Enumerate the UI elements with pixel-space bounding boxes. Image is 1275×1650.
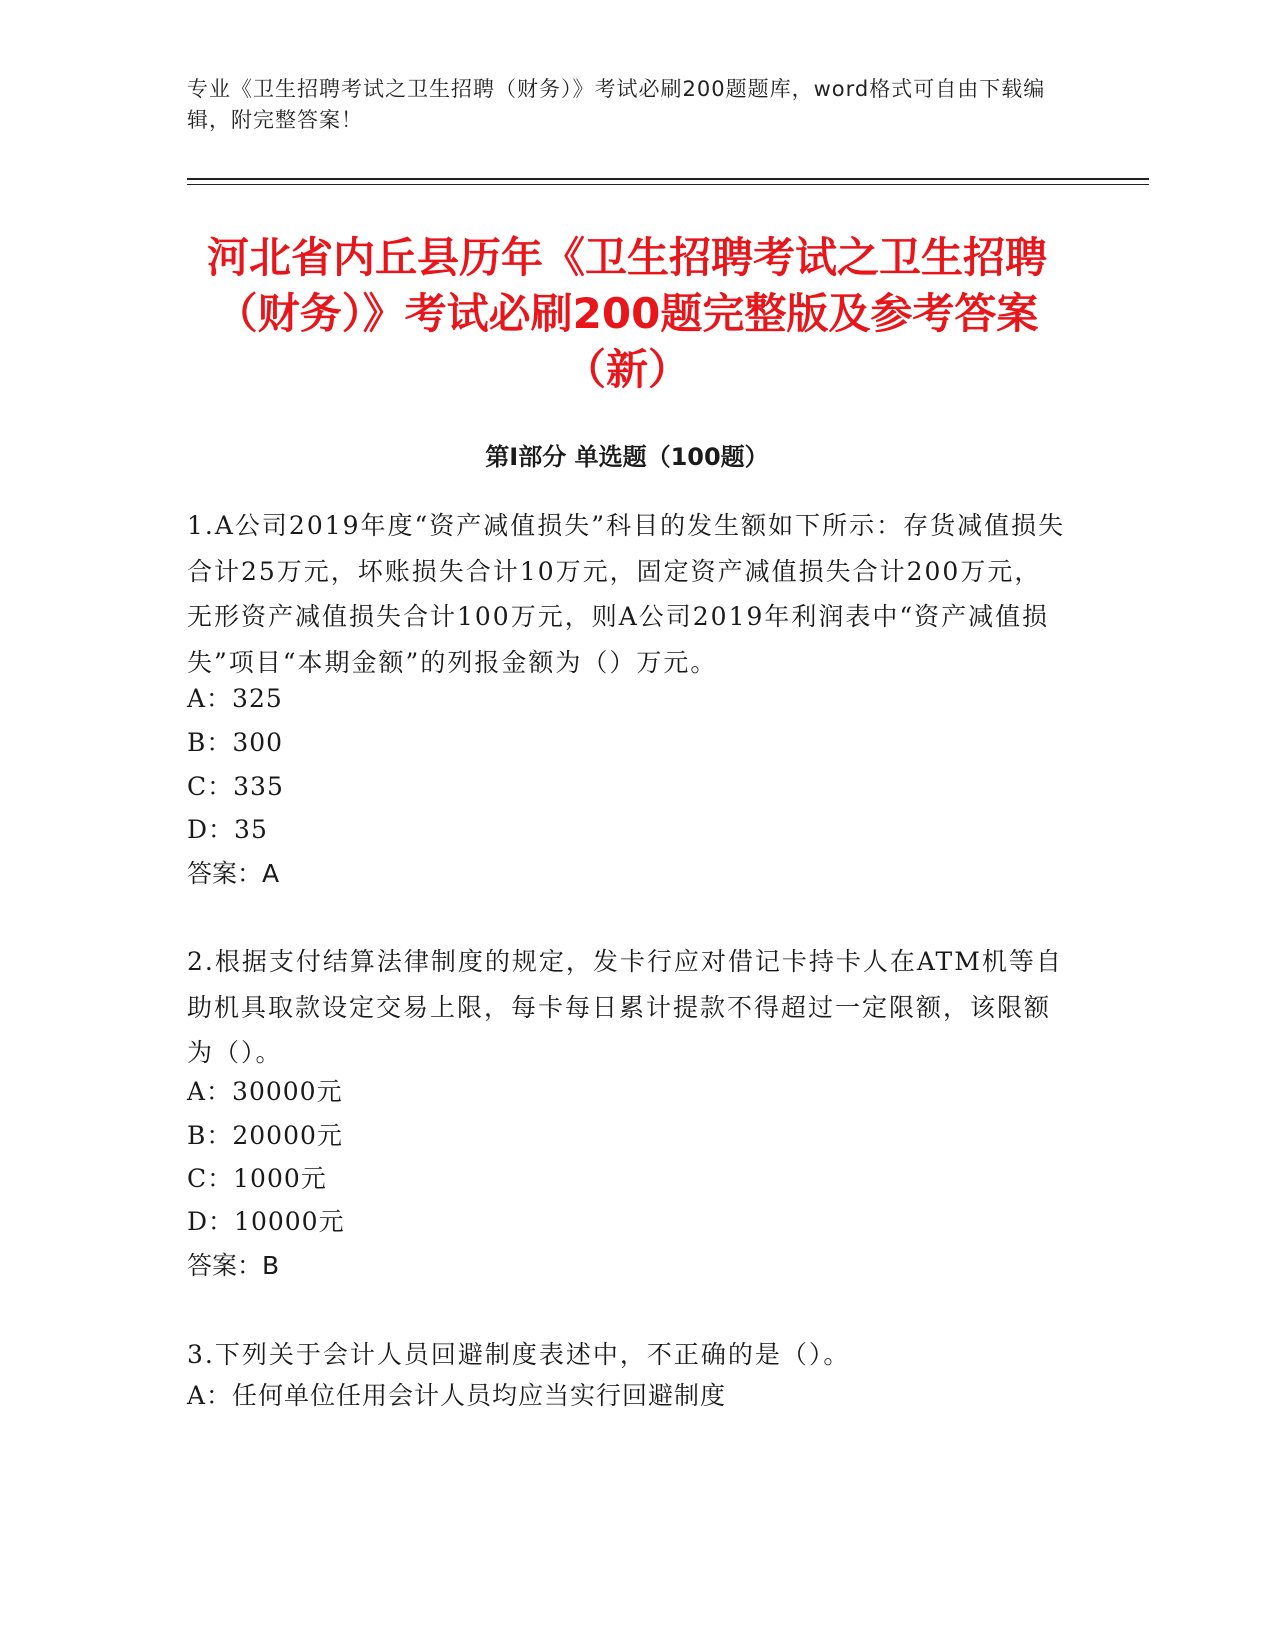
document-title: 河北省内丘县历年《卫生招聘考试之卫生招聘（财务）》考试必刷200题完整版及参考答案（新） <box>206 233 1047 394</box>
question-1-option-c: C：335 <box>187 772 284 801</box>
document-header: 专业《卫生招聘考试之卫生招聘（财务）》考试必刷200题题库，word格式可自由下载编辑，附完整答案！ <box>187 77 1046 132</box>
question-3-text: 3.下列关于会计人员回避制度表述中，不正确的是（）。 <box>187 1340 851 1369</box>
section-heading: 第Ⅰ部分 单选题（100题） <box>485 443 769 471</box>
header-rule-thin <box>187 184 1149 185</box>
question-1-answer: 答案：A <box>187 859 280 888</box>
question-2-answer: 答案：B <box>187 1251 280 1280</box>
question-1-option-a: A：325 <box>187 684 283 713</box>
question-2-text: 2.根据支付结算法律制度的规定，发卡行应对借记卡持卡人在ATM机等自助机具取款设定交易上限，每卡每日累计提款不得超过一定限额，该限额为（）。 <box>187 947 1063 1067</box>
question-3-option-a: A：任何单位任用会计人员均应当实行回避制度 <box>187 1381 727 1410</box>
question-1-option-b: B：300 <box>187 728 284 757</box>
question-1-text: 1.A公司2019年度“资产减值损失”科目的发生额如下所示：存货减值损失合计25万元，坏账损失合计10万元，固定资产减值损失合计200万元，无形资产减值损失合计100万元，则A公司2019年利润表中“资产减值损失”项目“本期金额”的列报金额为（）万元。 <box>187 511 1066 677</box>
question-2-option-b: B：20000元 <box>187 1121 343 1150</box>
question-1-option-d: D：35 <box>187 815 268 844</box>
question-2-option-c: C：1000元 <box>187 1164 327 1193</box>
question-2-option-d: D：10000元 <box>187 1207 345 1236</box>
question-2-option-a: A：30000元 <box>187 1077 343 1106</box>
header-rule-thick <box>187 178 1149 180</box>
